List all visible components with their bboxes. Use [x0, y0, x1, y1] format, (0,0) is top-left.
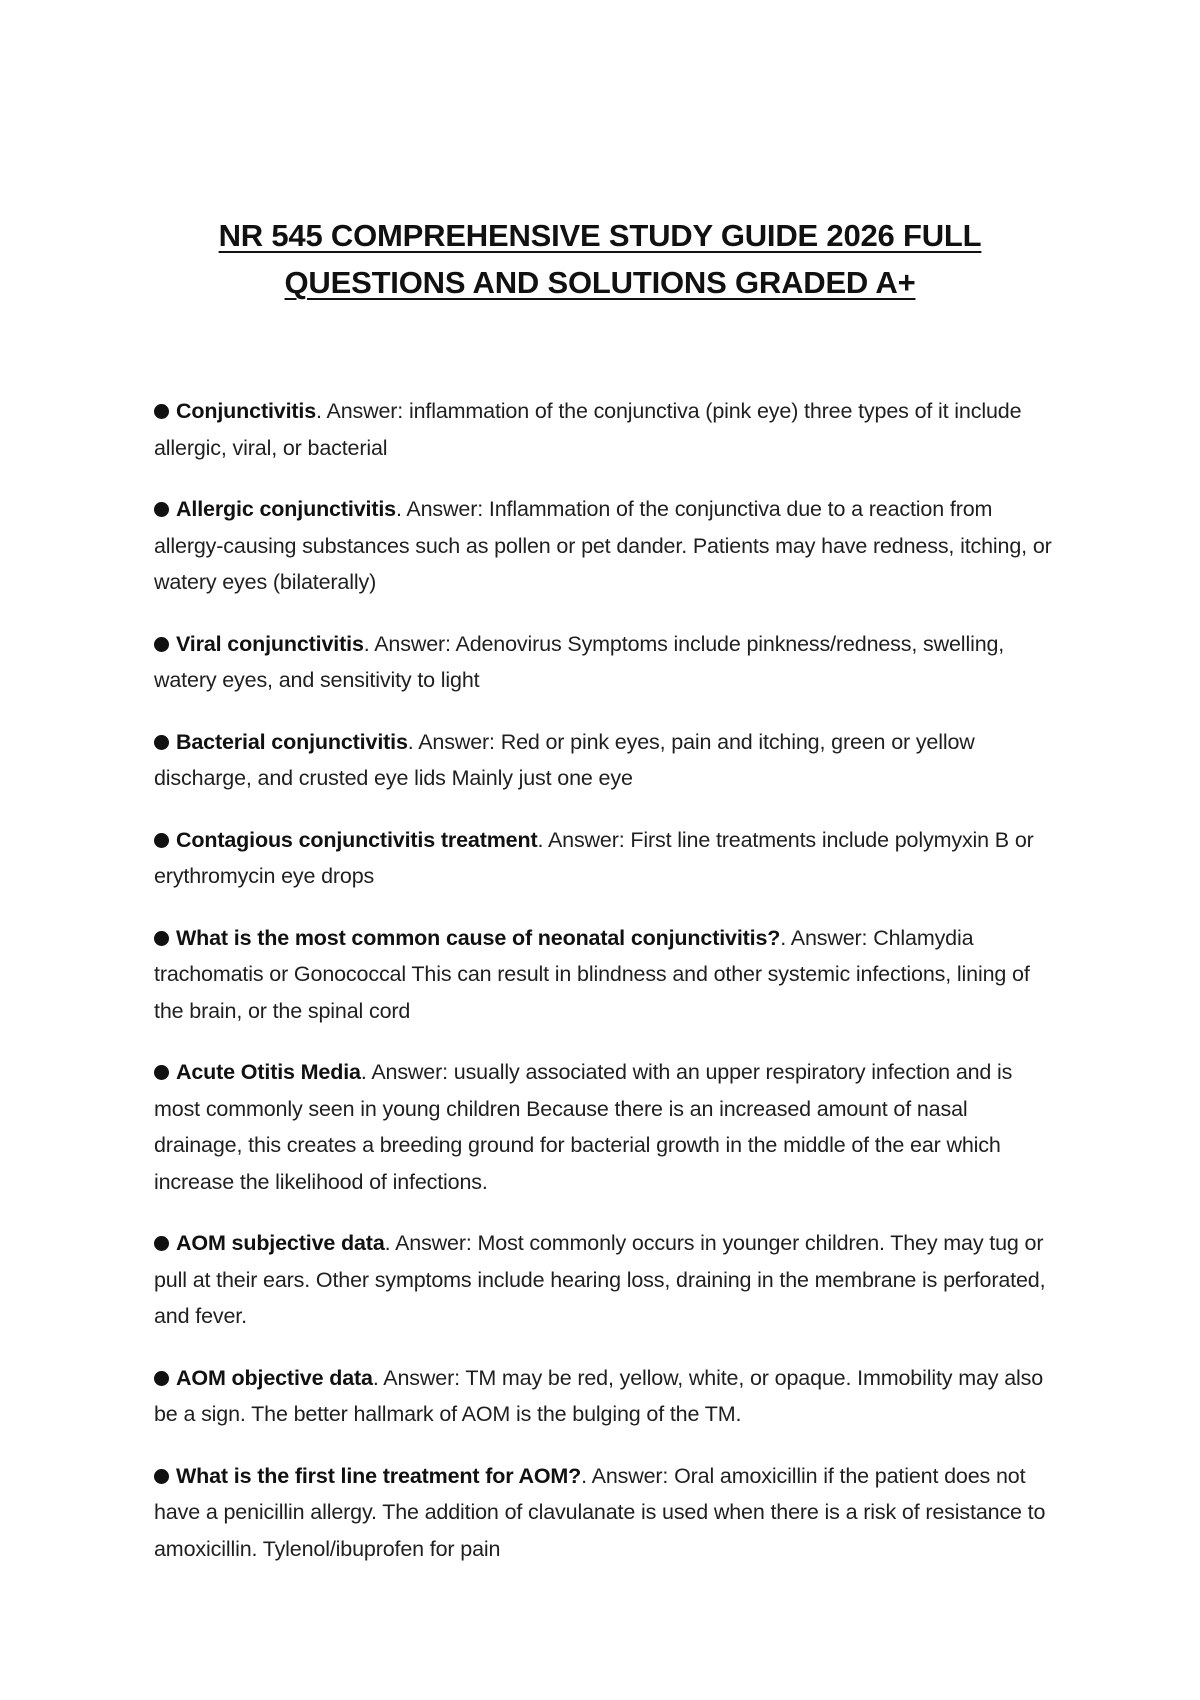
- entry-answer: Chlamydia trachomatis or Gonococcal This can result in blindness and other systemic infections, lining of the brain, or the spinal cord: [154, 925, 1030, 1023]
- answer-prefix: . Answer:: [372, 1365, 466, 1390]
- entry-answer: Oral amoxicillin if the patient does not have a penicillin allergy. The addition of clavulanate is used when there is a risk of resistance to amoxicillin. Tylenol/ibuprofen for pain: [154, 1463, 1046, 1561]
- study-entry: [154, 724, 1054, 797]
- entry-answer: Red or pink eyes, pain and itching, green or yellow discharge, and crusted eye lids Mainly just one eye: [154, 729, 975, 790]
- study-entries: [154, 393, 1054, 1592]
- answer-prefix: . Answer:: [407, 729, 501, 754]
- entry-term: AOM objective data: [176, 1365, 373, 1390]
- answer-prefix: . Answer:: [363, 631, 456, 656]
- entry-term: What is the first line treatment for AOM?: [176, 1463, 582, 1488]
- bullet-icon: [154, 931, 169, 946]
- bullet-icon: [154, 735, 169, 750]
- bullet-icon: [154, 1065, 169, 1080]
- study-entry: [154, 491, 1054, 601]
- entry-term: Allergic conjunctivitis: [176, 497, 396, 521]
- study-entry: [154, 1458, 1054, 1568]
- bullet-icon: [154, 833, 169, 848]
- title-line-1: NR 545 COMPREHENSIVE STUDY GUIDE 2026 FULL: [218, 218, 982, 253]
- entry-answer: Inflammation of the conjunctiva due to a reaction from allergy-causing substances such as pollen or pet dander. Patients may have redness, itching, or watery eyes (bilaterally): [154, 497, 1052, 594]
- bullet-icon: [154, 404, 169, 419]
- study-entry: [154, 1225, 1054, 1335]
- answer-prefix: . Answer:: [780, 925, 874, 950]
- study-entry: [154, 1360, 1054, 1433]
- study-entry: [154, 393, 1054, 466]
- bullet-icon: [154, 1469, 169, 1484]
- answer-prefix: . Answer:: [384, 1231, 478, 1255]
- bullet-icon: [154, 1236, 169, 1251]
- entry-answer: inflammation of the conjunctiva (pink eye) three types of it include allergic, viral, or bacterial: [154, 399, 1022, 460]
- entry-term: Viral conjunctivitis: [176, 631, 364, 656]
- bullet-icon: [154, 637, 169, 652]
- entry-term: Bacterial conjunctivitis: [176, 729, 408, 754]
- answer-prefix: . Answer:: [395, 497, 489, 521]
- entry-term: Contagious conjunctivitis treatment: [176, 827, 538, 852]
- answer-prefix: . Answer:: [581, 1463, 675, 1488]
- study-entry: [154, 822, 1054, 895]
- answer-prefix: . Answer:: [316, 399, 409, 423]
- entry-term: What is the most common cause of neonatal conjunctivitis?: [176, 925, 781, 950]
- answer-prefix: . Answer:: [360, 1060, 454, 1084]
- study-entry: [154, 920, 1054, 1030]
- bullet-icon: [154, 502, 169, 517]
- entry-answer: First line treatments include polymyxin B or erythromycin eye drops: [154, 827, 1034, 888]
- entry-answer: Adenovirus Symptoms include pinkness/redness, swelling, watery eyes, and sensitivity to light: [154, 631, 1005, 692]
- entry-answer: Most commonly occurs in younger children. They may tug or pull at their ears. Other symptoms include hearing loss, draining in the membrane is perforated, and fever.: [154, 1231, 1046, 1328]
- title-line-2: QUESTIONS AND SOLUTIONS GRADED A+: [284, 265, 916, 300]
- study-entry: [154, 1054, 1054, 1200]
- answer-prefix: . Answer:: [537, 827, 631, 852]
- entry-answer: TM may be red, yellow, white, or opaque. Immobility may also be a sign. The better hallmark of AOM is the bulging of the TM.: [154, 1365, 1044, 1426]
- bullet-icon: [154, 1371, 169, 1386]
- entry-answer: usually associated with an upper respiratory infection and is most commonly seen in young children Because there is an increased amount of nasal drainage, this creates a breeding ground for bacterial growth in the middle of the ear which increase the likelihood of infections.: [154, 1060, 1013, 1194]
- entry-term: Conjunctivitis: [176, 399, 317, 423]
- study-entry: [154, 626, 1054, 699]
- entry-term: Acute Otitis Media: [176, 1060, 361, 1084]
- entry-term: AOM subjective data: [176, 1231, 385, 1255]
- document-title: [150, 212, 1050, 306]
